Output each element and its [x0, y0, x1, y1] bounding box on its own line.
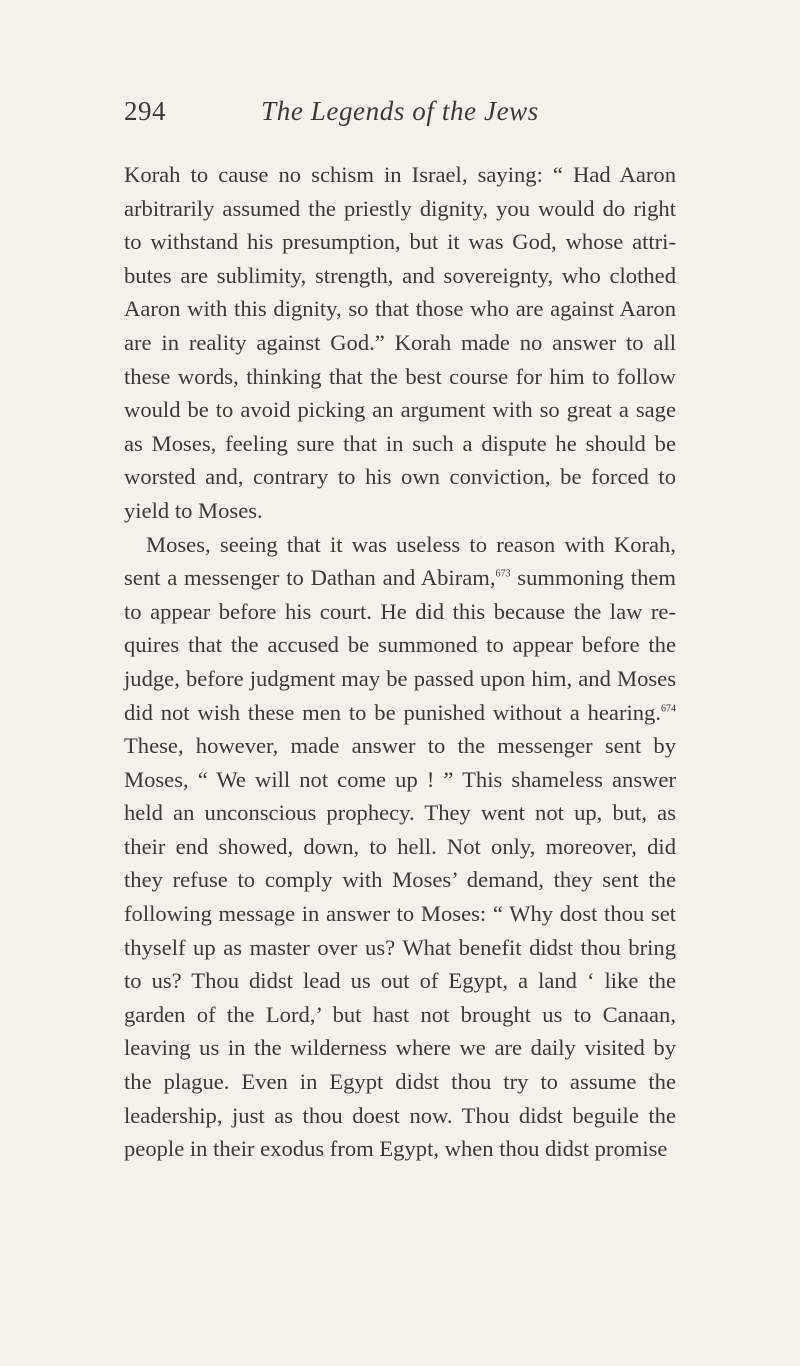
paragraph-2-text-a: Moses, seeing that it was useless to reason with Korah, sent a messenger to Dathan and Abiram, — [124, 531, 676, 591]
paragraph-2 — [124, 528, 676, 1166]
paragraph-2-text-b: summoning them to appear before his court. He did this because the law re- quires that the accused be summoned to appear before the judge, before judgment may be passed upon him, and Moses did not wish these men to be punished without a hearing. — [124, 565, 676, 725]
page-number: 294 — [124, 96, 166, 126]
paragraph-2-text-c: These, however, made answer to the messenger sent by Moses, “ We will not come up ! ” This shameless answer held an unconscious prophecy. They went not up, but, as their end showed, down, to hell. Not only, moreover, did they refuse to comply with Moses’ demand, they sent the following message in answer to Moses: “ Why dost thou set thyself up as master over us? What benefit didst thou bring to us? Thou didst lead us out of Egypt, a land ‘ like the garden of the Lord,’ but hast not brought us to Canaan, leaving us in the wilderness where we are daily visited by the plague. Even in Egypt didst thou try to assume the leadership, just as thou doest now. Thou didst beguile the people in their exodus from Egypt, when thou didst promise — [124, 733, 676, 1162]
footnote-ref-673: 673 — [495, 568, 511, 580]
paragraph-1 — [124, 158, 676, 528]
paragraph-1-text: Korah to cause no schism in Israel, saying: “ Had Aaron arbitrarily assumed the priestly dignity, you would do right to withstand his presumption, but it was God, whose attri- butes are sublimity, strength, and sovereignty, who clothed Aaron with this dignity, so that those who are against Aaron are in reality against God.” Korah made no answer to all these words, thinking that the best course for him to follow would be to avoid picking an argument with so great a sage as Moses, feeling sure that in such a dispute he should be worsted and, contrary to his own conviction, be forced to yield to Moses. — [124, 162, 676, 523]
footnote-ref-674: 674 — [661, 702, 676, 714]
body-text — [124, 158, 676, 1166]
running-head — [124, 96, 676, 136]
running-title: The Legends of the Jews — [261, 96, 539, 126]
